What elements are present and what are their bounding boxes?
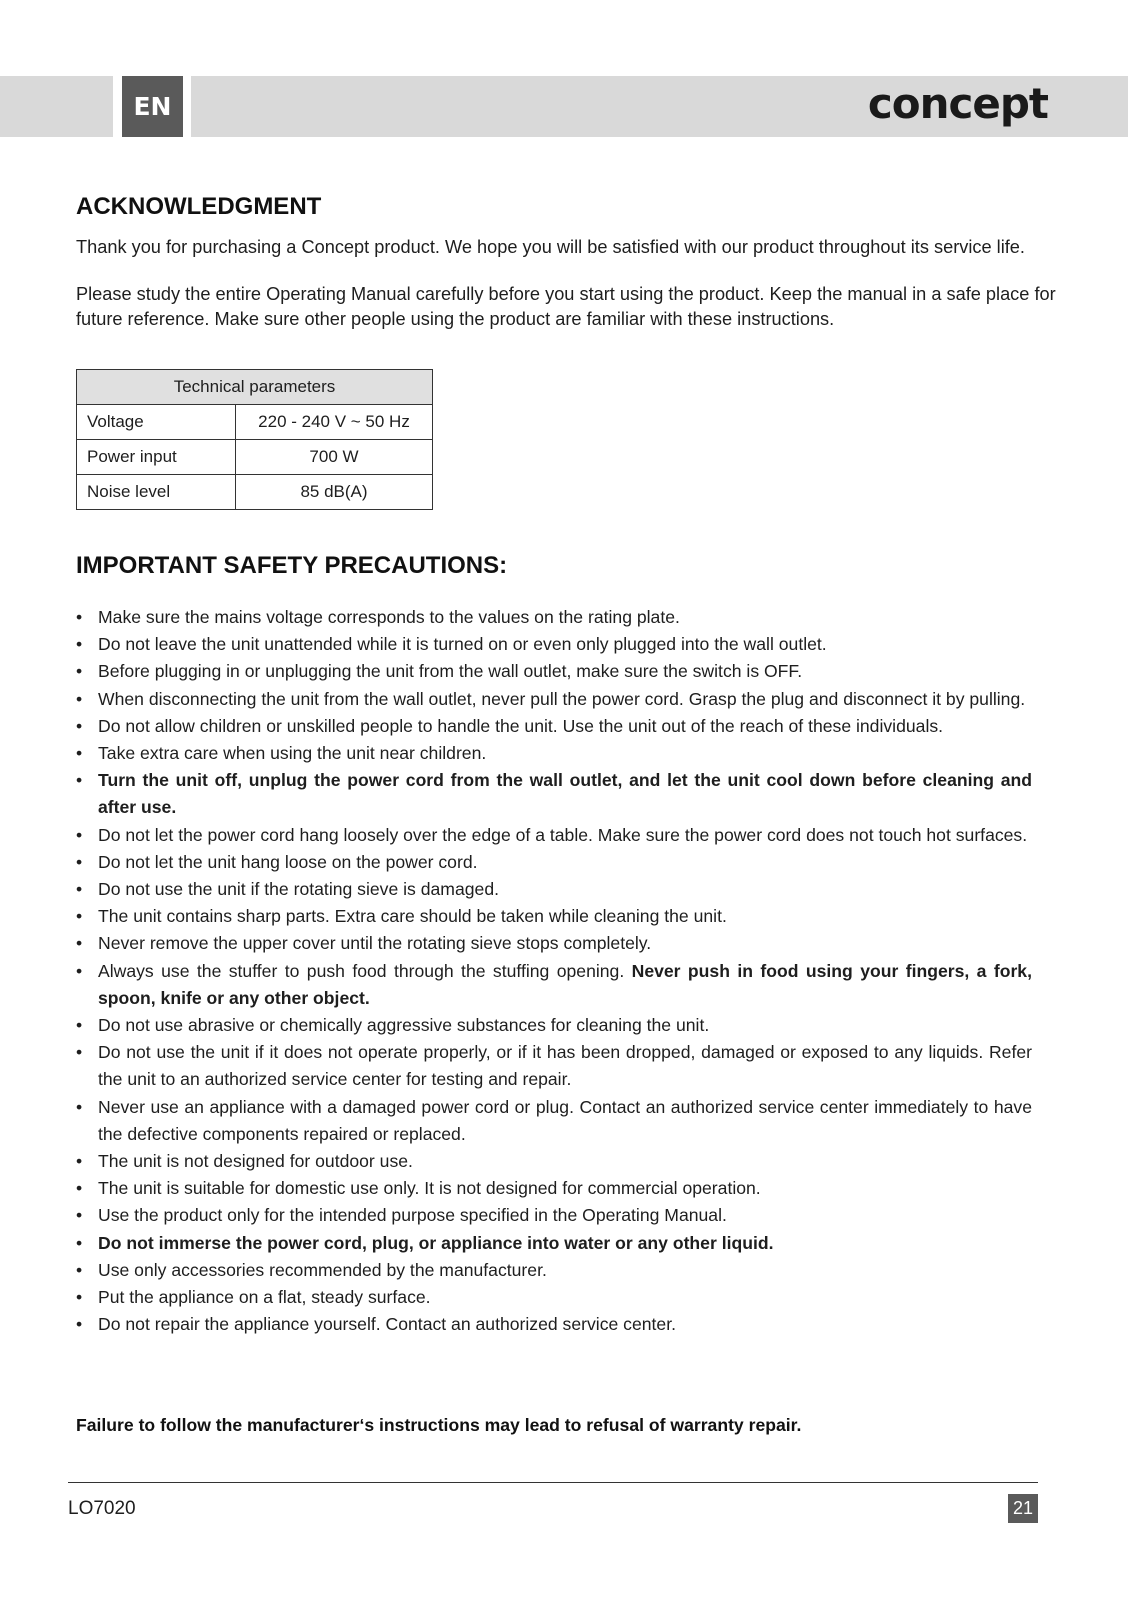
warranty-note: Failure to follow the manufacturer‘s instructions may lead to refusal of warranty repair.	[76, 1415, 802, 1435]
list-item-text: Make sure the mains voltage corresponds to the values on the rating plate.	[98, 607, 680, 627]
list-item	[76, 822, 1032, 849]
bullet-icon: •	[76, 906, 83, 927]
list-item	[76, 1257, 1032, 1284]
bullet-icon: •	[76, 688, 83, 709]
list-item	[76, 1175, 1032, 1202]
list-item-text: Always use the stuffer to push food through the stuffing opening.	[98, 960, 632, 981]
table-row	[77, 475, 433, 510]
list-item-text: The unit is suitable for domestic use only. It is not designed for commercial operation.	[98, 1178, 761, 1199]
bullet-icon: •	[76, 1287, 83, 1308]
list-item	[76, 1094, 1032, 1148]
list-item-text: Do not let the power cord hang loosely over the edge of a table. Make sure the power cord does not touch hot surfaces.	[98, 824, 1028, 845]
bullet-icon: •	[76, 1015, 83, 1036]
list-item-text: When disconnecting the unit from the wall outlet, never pull the power cord. Grasp the plug and disconnect it by pulling.	[98, 688, 1026, 709]
bullet-icon: •	[76, 1259, 83, 1280]
bullet-icon: •	[76, 1205, 83, 1226]
parameter-label: Power input	[77, 440, 236, 475]
safety-precautions-list	[76, 604, 1032, 1338]
bullet-icon: •	[76, 933, 83, 954]
acknowledgment-paragraph-1: Thank you for purchasing a Concept product. We hope you will be satisfied with our product throughout its service life.	[76, 237, 1025, 257]
table-row	[77, 405, 433, 440]
bullet-icon: •	[76, 879, 83, 900]
list-item-text: Do not allow children or unskilled people to handle the unit. Use the unit out of the reach of these individuals.	[98, 715, 944, 736]
bullet-icon: •	[76, 824, 83, 845]
page-number: 21	[1008, 1494, 1038, 1523]
list-item	[76, 849, 1032, 876]
list-item-bold-text: Turn the unit off, unplug the power cord from the wall outlet, and let the unit cool down before cleaning and after use.	[98, 770, 1032, 818]
bullet-icon: •	[76, 1096, 83, 1117]
footer-divider	[68, 1482, 1038, 1483]
list-item	[76, 767, 1032, 821]
bullet-icon: •	[76, 1178, 83, 1199]
list-item-text: Use the product only for the intended purpose specified in the Operating Manual.	[98, 1205, 727, 1226]
bullet-icon: •	[76, 1314, 83, 1335]
list-item	[76, 1284, 1032, 1311]
list-item	[76, 631, 1032, 658]
bullet-icon: •	[76, 661, 83, 682]
list-item	[76, 604, 1032, 631]
list-item-text: Before plugging in or unplugging the unit from the wall outlet, make sure the switch is OFF.	[98, 661, 803, 682]
technical-parameters-table	[76, 369, 433, 510]
list-item	[76, 958, 1032, 1012]
list-item-bold-text: Do not immerse the power cord, plug, or appliance into water or any other liquid.	[98, 1232, 774, 1253]
brand-logo: concept	[867, 79, 1048, 128]
bullet-icon: •	[76, 1042, 83, 1063]
bullet-icon: •	[76, 851, 83, 872]
list-item	[76, 686, 1032, 713]
acknowledgment-paragraph-2: Please study the entire Operating Manual carefully before you start using the product. Keep the manual in a safe place for future reference. Make sure other people using the product are familiar with these instructions.	[76, 284, 1056, 329]
parameter-value: 85 dB(A)	[236, 475, 433, 510]
language-badge: EN	[122, 76, 183, 137]
list-item	[76, 1012, 1032, 1039]
list-item	[76, 713, 1032, 740]
list-item	[76, 1202, 1032, 1229]
list-item-text: Never remove the upper cover until the rotating sieve stops completely.	[98, 933, 652, 954]
bullet-icon: •	[76, 743, 83, 764]
list-item-text: Do not use the unit if it does not operate properly, or if it has been dropped, damaged or exposed to any liquids. Refer the unit to an authorized service center for testing and repair.	[98, 1042, 1032, 1090]
list-item	[76, 1039, 1032, 1093]
bullet-icon: •	[76, 1151, 83, 1172]
bullet-icon: •	[76, 960, 83, 981]
list-item-text: Do not repair the appliance yourself. Contact an authorized service center.	[98, 1314, 676, 1335]
list-item	[76, 930, 1032, 957]
list-item-text: Put the appliance on a flat, steady surface.	[98, 1287, 431, 1308]
list-item	[76, 740, 1032, 767]
list-item	[76, 1230, 1032, 1257]
technical-parameters-title: Technical parameters	[77, 370, 433, 405]
list-item-text: The unit contains sharp parts. Extra care should be taken while cleaning the unit.	[98, 906, 727, 927]
safety-title: IMPORTANT SAFETY PRECAUTIONS:	[76, 552, 508, 579]
bullet-icon: •	[76, 607, 83, 627]
acknowledgment-title: ACKNOWLEDGMENT	[76, 193, 322, 220]
list-item-text: Never use an appliance with a damaged power cord or plug. Contact an authorized service center immediately to have the defective components repaired or replaced.	[98, 1096, 1032, 1144]
header-divider	[183, 76, 191, 137]
model-code: LO7020	[68, 1498, 136, 1519]
list-item	[76, 903, 1032, 930]
list-item-text: Do not use the unit if the rotating sieve is damaged.	[98, 879, 499, 900]
list-item	[76, 876, 1032, 903]
list-item-text: Do not let the unit hang loose on the power cord.	[98, 851, 478, 872]
bullet-icon: •	[76, 1232, 83, 1253]
bullet-icon: •	[76, 715, 83, 736]
list-item-text: Take extra care when using the unit near children.	[98, 743, 487, 764]
parameter-value: 700 W	[236, 440, 433, 475]
list-item-text: Do not leave the unit unattended while it is turned on or even only plugged into the wall outlet.	[98, 634, 827, 655]
list-item-bold-text: Never push in food using your fingers, a fork, spoon, knife or any other object.	[98, 960, 1032, 1008]
list-item-text: The unit is not designed for outdoor use.	[98, 1151, 413, 1172]
list-item-text: Do not use abrasive or chemically aggressive substances for cleaning the unit.	[98, 1015, 710, 1036]
table-row	[77, 440, 433, 475]
list-item	[76, 658, 1032, 685]
list-item	[76, 1311, 1032, 1338]
bullet-icon: •	[76, 770, 83, 791]
list-item	[76, 1148, 1032, 1175]
list-item-text: Use only accessories recommended by the manufacturer.	[98, 1259, 547, 1280]
parameter-label: Noise level	[77, 475, 236, 510]
parameter-label: Voltage	[77, 405, 236, 440]
bullet-icon: •	[76, 634, 83, 655]
table-header-row	[77, 370, 433, 405]
parameter-value: 220 - 240 V ~ 50 Hz	[236, 405, 433, 440]
